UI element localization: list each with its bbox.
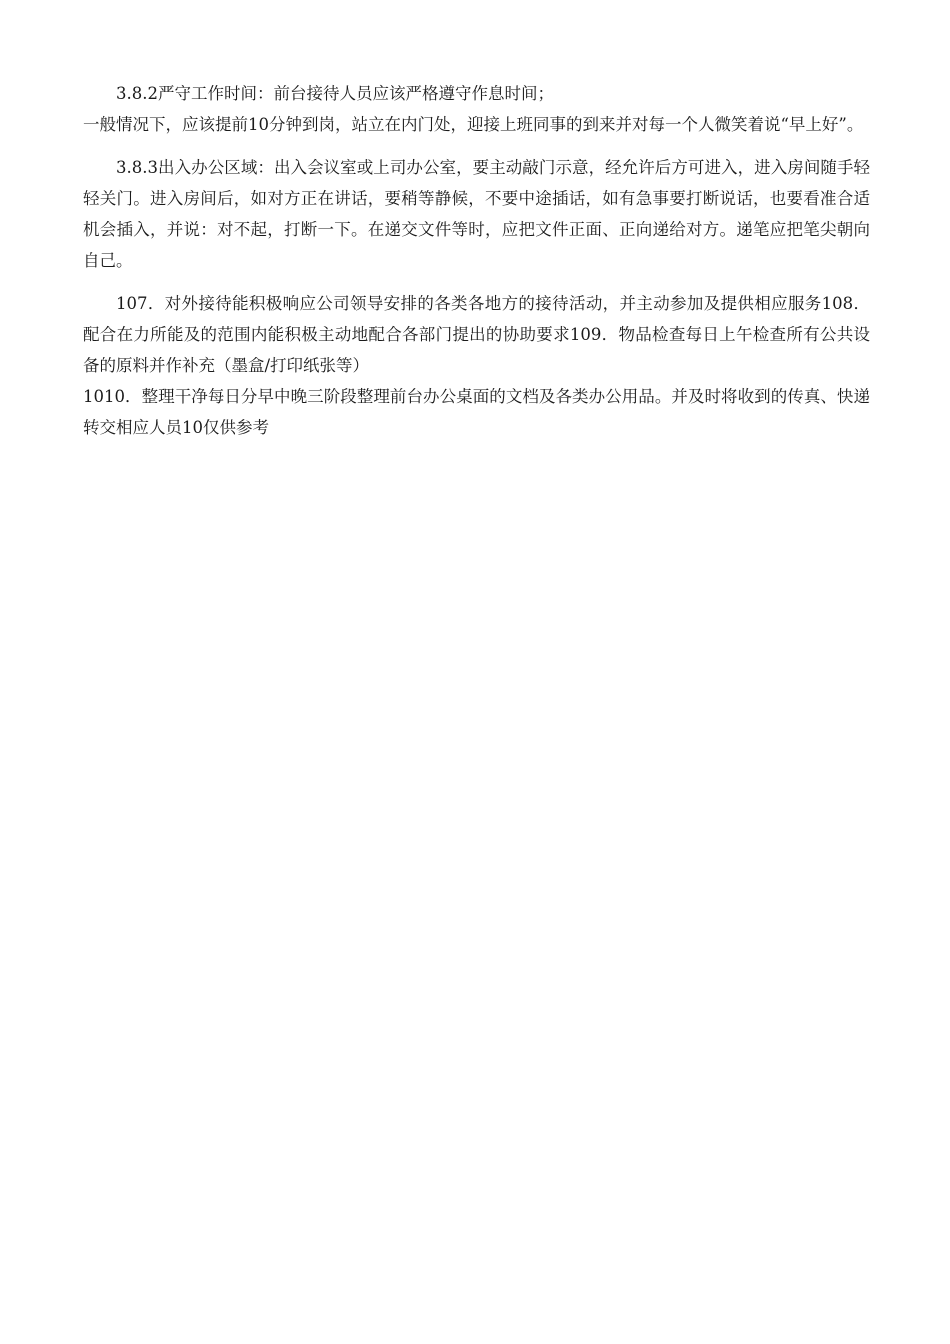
document-body (83, 78, 870, 443)
paragraph-office-entry: 3.8.3出入办公区域：出入会议室或上司办公室，要主动敲门示意，经允许后方可进入，进入房间随手轻轻关门。进入房间后，如对方正在讲话，要稍等静候，不要中途插话，如有急事要打断说话，也要看准合适机会插入，并说：对不起，打断一下。在递交文件等时，应把文件正面、正向递给对方。递笔应把笔尖朝向自己。 (83, 158, 870, 270)
paragraph-work-hours: 3.8.2严守工作时间：前台接待人员应该严格遵守作息时间； (116, 84, 554, 103)
paragraph-arrival: 一般情况下，应该提前10分钟到岗，站立在内门处，迎接上班同事的到来并对每一个人微笑着说“早上好”。 (83, 115, 864, 134)
paragraph-reception-duties: 107．对外接待能积极响应公司领导安排的各类各地方的接待活动，并主动参加及提供相应服务108．配合在力所能及的范围内能积极主动地配合各部门提出的协助要求109．物品检查每日上午检查所有公共设备的原料并作补充（墨盒/打印纸张等） (83, 294, 870, 375)
paragraph-tidying: 1010．整理干净每日分早中晚三阶段整理前台办公桌面的文档及各类办公用品。并及时将收到的传真、快递转交相应人员10仅供参考 (83, 387, 870, 437)
